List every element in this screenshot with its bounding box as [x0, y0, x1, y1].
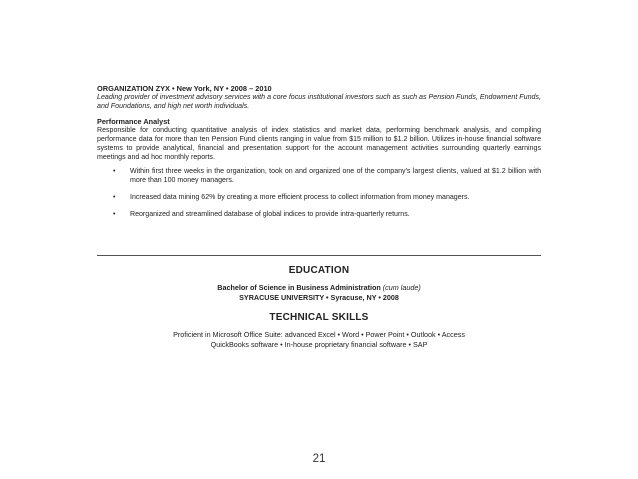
organization-description: Leading provider of investment advisory services with a core focus institutional investors such as such as Pension Funds, Endowment Funds, and Foundations, and high net worth individuals. [97, 93, 541, 110]
achievement-text: Within first three weeks in the organization, took on and organized one of the company's largest clients, valued at $1.2 billion with more than 100 money managers. [130, 168, 541, 184]
page-number: 21 [312, 453, 326, 465]
achievement-item [97, 210, 541, 219]
degree-name: Bachelor of Science in Business Administration [217, 283, 381, 292]
role-description: Responsible for conducting quantitative analysis of index statistics and market data, performing benchmark analysis, and compiling performance data for more than ten Pension Fund clients ranging in value from $15 million to $1.2 billion. Utilizes in-house financial software systems to provide analytical, financial and presentation support for the account management activities surrounding quarterly earnings meetings and ad hoc monthly reports. [97, 127, 541, 161]
experience-section [97, 84, 541, 227]
achievement-text: Increased data mining 62% by creating a more efficient process to collect information from money managers. [130, 194, 470, 201]
education-section [97, 265, 541, 302]
skills-line: Proficient in Microsoft Office Suite: advanced Excel • Word • Power Point • Outlook • Access [173, 330, 465, 339]
bullet-icon: • [113, 194, 116, 201]
degree-line [97, 283, 541, 293]
technical-skills-heading: TECHNICAL SKILLS [269, 312, 369, 323]
role-title: Performance Analyst [97, 117, 170, 126]
organization-line: ORGANIZATION ZYX • New York, NY • 2008 – 2010 [97, 84, 272, 93]
bullet-icon: • [113, 211, 116, 218]
achievement-list [97, 167, 541, 219]
achievement-item [97, 167, 541, 185]
technical-skills-section [97, 312, 541, 349]
bullet-icon: • [113, 168, 116, 175]
section-divider [97, 255, 541, 256]
skills-line: QuickBooks software • In-house proprietary financial software • SAP [210, 339, 428, 349]
education-heading: EDUCATION [288, 265, 350, 276]
degree-honors: (cum laude) [382, 283, 421, 292]
achievement-item [97, 193, 541, 202]
school-line: SYRACUSE UNIVERSITY • Syracuse, NY • 2008 [239, 292, 399, 302]
achievement-text: Reorganized and streamlined database of global indices to provide intra-quarterly returns. [130, 211, 410, 218]
